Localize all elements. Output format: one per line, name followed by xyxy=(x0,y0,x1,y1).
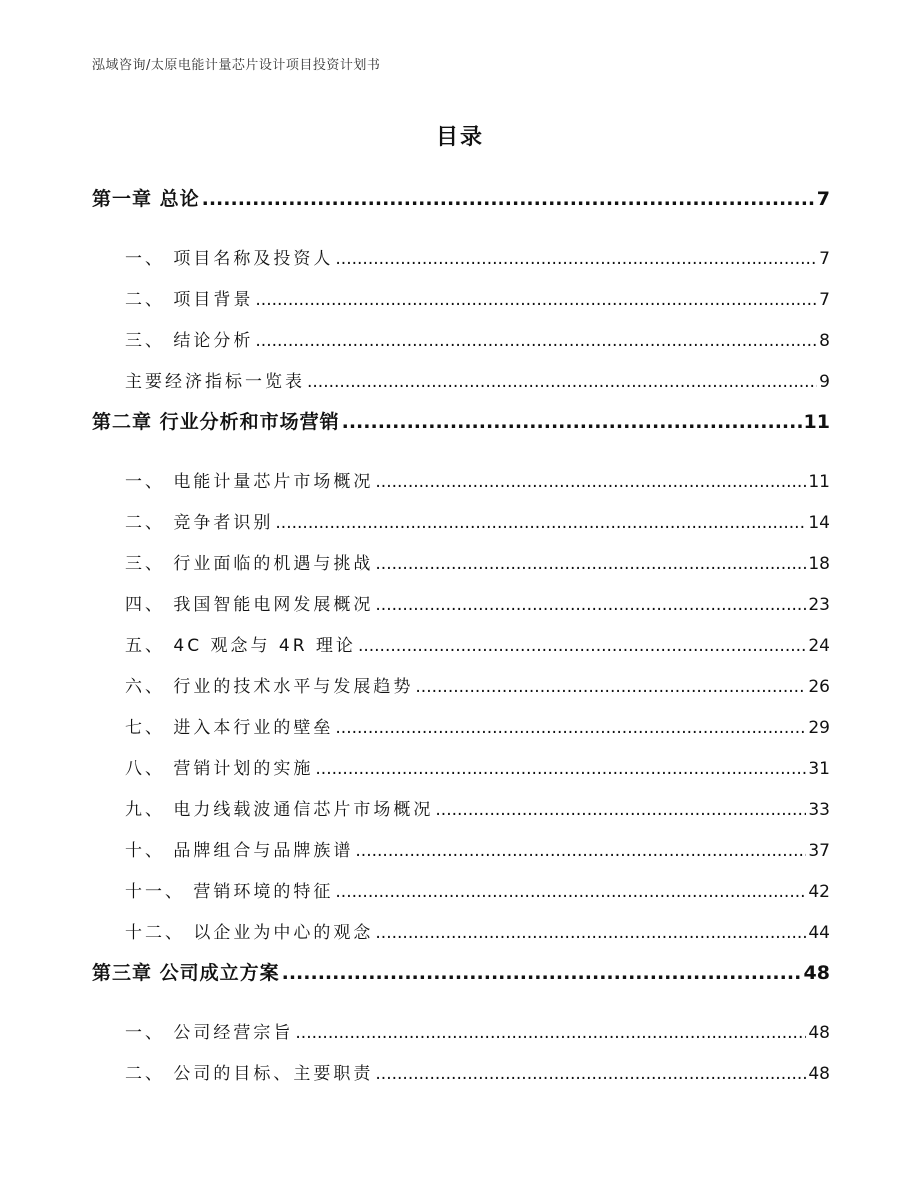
toc-dot-leader xyxy=(202,180,815,218)
toc-section-entry[interactable] xyxy=(92,790,830,831)
toc-section-entry[interactable] xyxy=(92,913,830,954)
toc-entry-label: 三、 行业面临的机遇与挑战 xyxy=(125,554,374,574)
toc-page-number: 31 xyxy=(808,759,830,779)
toc-page-number: 29 xyxy=(808,718,830,738)
toc-dot-leader xyxy=(342,403,802,441)
toc-page-number: 48 xyxy=(803,962,830,984)
toc-page-number: 14 xyxy=(808,513,830,533)
table-of-contents xyxy=(92,180,830,1095)
toc-page-number: 26 xyxy=(808,677,830,697)
toc-section-entry[interactable] xyxy=(92,362,830,403)
toc-entry-label: 二、 公司的目标、主要职责 xyxy=(125,1064,374,1084)
toc-dot-leader xyxy=(375,585,806,626)
toc-dot-leader xyxy=(435,790,806,831)
toc-entry-label: 第二章 行业分析和市场营销 xyxy=(92,411,340,433)
toc-section-entry[interactable] xyxy=(92,280,830,321)
toc-entry-label: 五、 4C 观念与 4R 理论 xyxy=(125,636,356,656)
toc-page-number: 48 xyxy=(808,1023,830,1043)
toc-section-entry[interactable] xyxy=(92,831,830,872)
toc-dot-leader xyxy=(315,749,806,790)
toc-dot-leader xyxy=(375,913,806,954)
toc-chapter-entry[interactable] xyxy=(92,954,830,992)
toc-entry-label: 第三章 公司成立方案 xyxy=(92,962,280,984)
toc-entry-label: 主要经济指标一览表 xyxy=(125,372,305,392)
toc-page-number: 7 xyxy=(816,188,830,210)
toc-entry-label: 第一章 总论 xyxy=(92,188,200,210)
toc-entry-label: 十一、 营销环境的特征 xyxy=(125,882,334,902)
toc-page-number: 33 xyxy=(808,800,830,820)
toc-dot-leader xyxy=(255,280,817,321)
toc-page-number: 42 xyxy=(808,882,830,902)
toc-chapter-entry[interactable] xyxy=(92,403,830,441)
toc-entry-label: 一、 项目名称及投资人 xyxy=(125,249,334,269)
toc-page-number: 8 xyxy=(819,331,830,351)
toc-section-entry[interactable] xyxy=(92,708,830,749)
toc-entry-label: 四、 我国智能电网发展概况 xyxy=(125,595,374,615)
toc-entry-label: 一、 电能计量芯片市场概况 xyxy=(125,472,374,492)
toc-title: 目录 xyxy=(435,125,484,150)
toc-dot-leader xyxy=(415,667,806,708)
toc-entry-label: 三、 结论分析 xyxy=(125,331,254,351)
toc-page-number: 37 xyxy=(808,841,830,861)
toc-chapter-entry[interactable] xyxy=(92,180,830,218)
toc-page-number: 18 xyxy=(808,554,830,574)
toc-dot-leader xyxy=(275,503,806,544)
toc-section-entry[interactable] xyxy=(92,544,830,585)
toc-section-entry[interactable] xyxy=(92,1054,830,1095)
toc-page-number: 11 xyxy=(803,411,830,433)
toc-entry-label: 十二、 以企业为中心的观念 xyxy=(125,923,374,943)
toc-dot-leader xyxy=(255,321,817,362)
toc-entry-label: 十、 品牌组合与品牌族谱 xyxy=(125,841,354,861)
running-header: 泓域咨询/太原电能计量芯片设计项目投资计划书 xyxy=(92,58,381,73)
toc-page-number: 24 xyxy=(808,636,830,656)
toc-entry-label: 九、 电力线载波通信芯片市场概况 xyxy=(125,800,434,820)
toc-entry-label: 二、 项目背景 xyxy=(125,290,254,310)
toc-section-entry[interactable] xyxy=(92,585,830,626)
toc-page-number: 7 xyxy=(819,290,830,310)
toc-entry-label: 一、 公司经营宗旨 xyxy=(125,1023,294,1043)
toc-dot-leader xyxy=(295,1013,806,1054)
toc-dot-leader xyxy=(335,708,806,749)
toc-dot-leader xyxy=(335,239,817,280)
toc-dot-leader xyxy=(282,954,802,992)
header-divider xyxy=(92,78,828,79)
toc-section-entry[interactable] xyxy=(92,872,830,913)
toc-dot-leader xyxy=(375,544,806,585)
toc-entry-label: 六、 行业的技术水平与发展趋势 xyxy=(125,677,414,697)
toc-dot-leader xyxy=(375,462,806,503)
toc-page-number: 9 xyxy=(819,372,830,392)
toc-page-number: 23 xyxy=(808,595,830,615)
toc-section-entry[interactable] xyxy=(92,626,830,667)
toc-dot-leader xyxy=(307,362,817,403)
toc-section-entry[interactable] xyxy=(92,503,830,544)
toc-section-entry[interactable] xyxy=(92,749,830,790)
toc-dot-leader xyxy=(335,872,806,913)
toc-entry-label: 二、 竞争者识别 xyxy=(125,513,274,533)
toc-section-entry[interactable] xyxy=(92,462,830,503)
toc-page-number: 44 xyxy=(808,923,830,943)
toc-dot-leader xyxy=(375,1054,806,1095)
toc-page-number: 48 xyxy=(808,1064,830,1084)
toc-entry-label: 七、 进入本行业的壁垒 xyxy=(125,718,334,738)
toc-page-number: 11 xyxy=(808,472,830,492)
toc-page-number: 7 xyxy=(819,249,830,269)
toc-dot-leader xyxy=(358,626,806,667)
toc-section-entry[interactable] xyxy=(92,1013,830,1054)
toc-section-entry[interactable] xyxy=(92,321,830,362)
toc-entry-label: 八、 营销计划的实施 xyxy=(125,759,314,779)
toc-section-entry[interactable] xyxy=(92,239,830,280)
toc-section-entry[interactable] xyxy=(92,667,830,708)
toc-dot-leader xyxy=(355,831,806,872)
